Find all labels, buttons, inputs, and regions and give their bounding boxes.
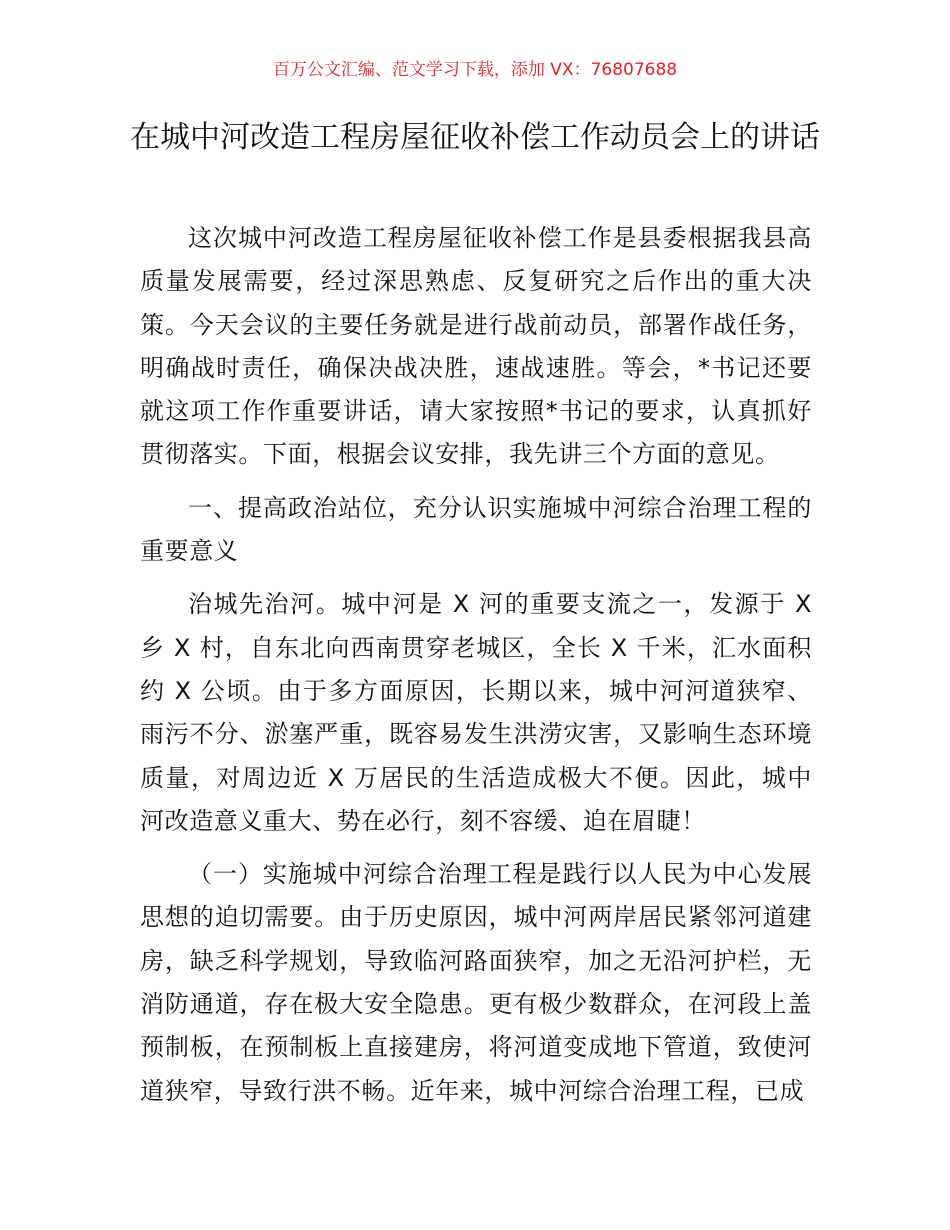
paragraph-river-background: 治城先治河。城中河是 X 河的重要支流之一，发源于 X 乡 X 村，自东北向西南贯穿老城区，全长 X 千米，汇水面积约 X 公顷。由于多方面原因，长期以来，城中河河道狭窄、雨污不分、淤塞严重，既容易发生洪涝灾害，又影响生态环境质量，对周边近 X 万居民的生活造成极大不便。因此，城中河改造意义重大、势在必行，刻不容缓、迫在眉睫！ (140, 590, 812, 835)
document-body (140, 217, 812, 1113)
section-heading-1: 一、提高政治站位，充分认识实施城中河综合治理工程的重要意义 (140, 493, 812, 566)
page-title: 在城中河改造工程房屋征收补偿工作动员会上的讲话 (130, 120, 820, 155)
watermark-text: 百万公文汇编、范文学习下载，添加 VX：76807688 (272, 60, 678, 80)
paragraph-point-1: （一）实施城中河综合治理工程是践行以人民为中心发展思想的迫切需要。由于历史原因，城中河两岸居民紧邻河道建房，缺乏科学规划，导致临河路面狭窄，加之无沿河护栏，无消防通道，存在极大安全隐患。更有极少数群众，在河段上盖预制板，在预制板上直接建房，将河道变成地下管道，致使河道狭窄，导致行洪不畅。近年来，城中河综合治理工程，已成 (140, 860, 812, 1105)
paragraph-intro: 这次城中河改造工程房屋征收补偿工作是县委根据我县高质量发展需要，经过深思熟虑、反复研究之后作出的重大决策。今天会议的主要任务就是进行战前动员，部署作战任务，明确战时责任，确保决战决胜，速战速胜。等会，*书记还要就这项工作作重要讲话，请大家按照*书记的要求，认真抓好贯彻落实。下面，根据会议安排，我先讲三个方面的意见。 (140, 224, 812, 469)
